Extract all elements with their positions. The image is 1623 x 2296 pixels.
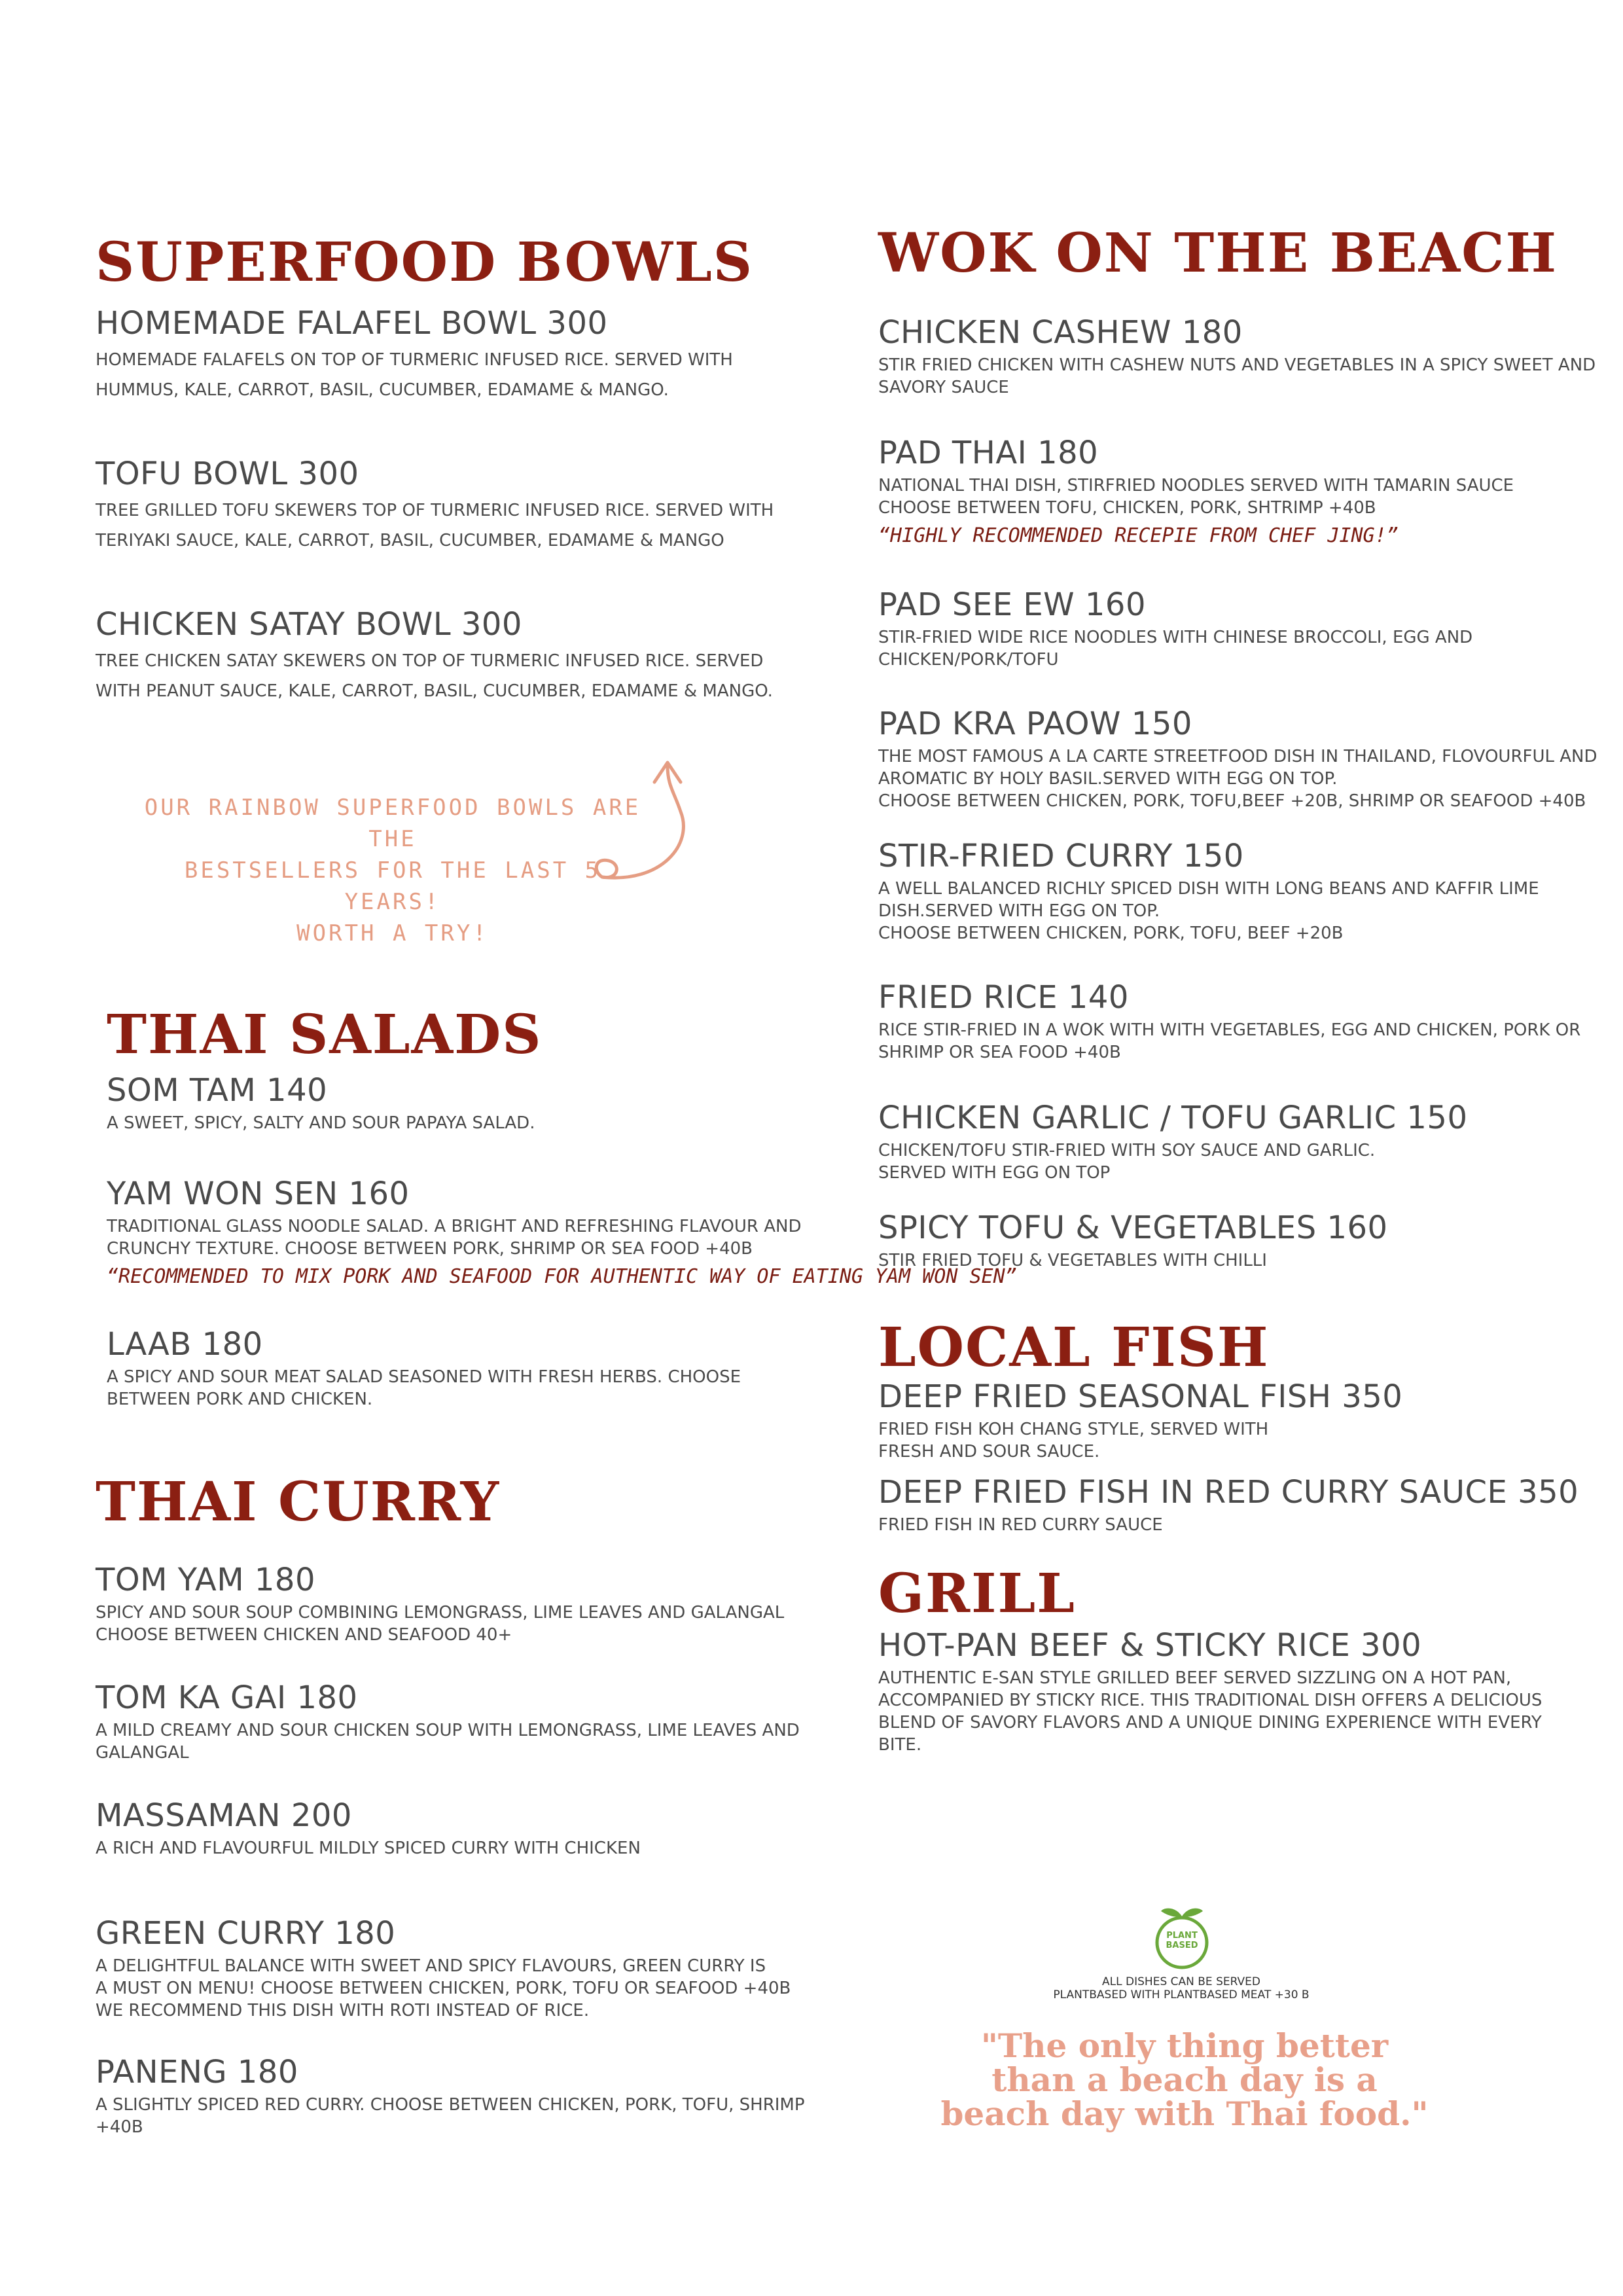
item-name: CHICKEN GARLIC / TOFU GARLIC 150 (878, 1100, 1468, 1136)
item-desc: TRADITIONAL GLASS NOODLE SALAD. A BRIGHT AND REFRESHING FLAVOUR AND CRUNCHY TEXTURE. CHOOSE BETWEEN PORK, SHRIMP OR SEA FOOD +40B (107, 1216, 802, 1259)
item-name: GREEN CURRY 180 (96, 1915, 396, 1952)
item-desc: NATIONAL THAI DISH, STIRFRIED NOODLES SERVED WITH TAMARIN SAUCE CHOOSE BETWEEN TOFU, CHICKEN, PORK, SHTRIMP +40B (878, 475, 1514, 518)
menu-item (107, 1327, 741, 1410)
item-note: “RECOMMENDED TO MIX PORK AND SEAFOOD FOR AUTHENTIC WAY OF EATING YAM WON SEN” (107, 1265, 1017, 1288)
item-note: “HIGHLY RECOMMENDED RECEPIE FROM CHEF JING!” (878, 524, 1399, 547)
plant-badge-top: PLANT (1166, 1931, 1198, 1941)
item-desc: A SPICY AND SOUR MEAT SALAD SEASONED WITH FRESH HERBS. CHOOSE BETWEEN PORK AND CHICKEN. (107, 1367, 741, 1409)
item-name: CHICKEN CASHEW 180 (878, 314, 1243, 351)
menu-item (878, 588, 1472, 671)
menu-item (96, 1916, 791, 2022)
item-desc: AUTHENTIC E-SAN STYLE GRILLED BEEF SERVED SIZZLING ON A HOT PAN, ACCOMPANIED BY STICKY RICE. THIS TRADITIONAL DISH OFFERS A DELICIOUS BLEND OF SAVORY FLAVORS AND A UNIQUE DINING EXPERIENCE WITH EVERY BITE. (878, 1668, 1543, 1755)
wok-on-the-beach-title: WOK ON THE BEACH (878, 222, 1558, 285)
item-desc: FRIED FISH KOH CHANG STYLE, SERVED WITH FRESH AND SOUR SAUCE. (878, 1419, 1269, 1462)
thai-salads-title: THAI SALADS (107, 1003, 543, 1066)
menu-item (96, 607, 773, 706)
menu-item (878, 1628, 1542, 1756)
plant-based-badge (1152, 1905, 1212, 1970)
item-name: FRIED RICE 140 (878, 979, 1129, 1016)
menu-item (96, 1563, 784, 1646)
local-fish-title: LOCAL FISH (878, 1316, 1270, 1379)
item-desc: STIR-FRIED WIDE RICE NOODLES WITH CHINESE BROCCOLI, EGG AND CHICKEN/PORK/TOFU (878, 627, 1473, 670)
item-name: HOT-PAN BEEF & STICKY RICE 300 (878, 1627, 1422, 1664)
item-name: SOM TAM 140 (107, 1072, 328, 1109)
item-name: CHICKEN SATAY BOWL 300 (96, 606, 522, 643)
item-desc: A MILD CREAMY AND SOUR CHICKEN SOUP WITH LEMONGRASS, LIME LEAVES AND GALANGAL (96, 1720, 800, 1763)
item-name: LAAB 180 (107, 1326, 263, 1363)
menu-item (96, 2055, 805, 2138)
menu-item (878, 1101, 1468, 1184)
item-name: TOM KA GAI 180 (96, 1679, 358, 1716)
menu-item (878, 315, 1596, 399)
item-desc: STIR FRIED CHICKEN WITH CASHEW NUTS AND VEGETABLES IN A SPICY SWEET AND SAVORY SAUCE (878, 355, 1596, 397)
thai-curry-title: THAI CURRY (96, 1471, 501, 1534)
curved-arrow-icon (582, 753, 726, 890)
item-name: DEEP FRIED SEASONAL FISH 350 (878, 1378, 1403, 1415)
item-desc: TREE CHICKEN SATAY SKEWERS ON TOP OF TURMERIC INFUSED RICE. SERVED WITH PEANUT SAUCE, KALE, CARROT, BASIL, CUCUMBER, EDAMAME & MANGO. (96, 651, 773, 701)
item-name: PAD THAI 180 (878, 435, 1099, 471)
menu-item (878, 707, 1597, 812)
item-desc: RICE STIR-FRIED IN A WOK WITH WITH VEGETABLES, EGG AND CHICKEN, PORK OR SHRIMP OR SEA FOOD +40B (878, 1020, 1581, 1062)
item-name: YAM WON SEN 160 (107, 1175, 410, 1212)
item-desc: A SWEET, SPICY, SALTY AND SOUR PAPAYA SALAD. (107, 1113, 535, 1133)
item-name: STIR-FRIED CURRY 150 (878, 838, 1244, 874)
item-desc: HOMEMADE FALAFELS ON TOP OF TURMERIC INFUSED RICE. SERVED WITH HUMMUS, KALE, CARROT, BASIL, CUCUMBER, EDAMAME & MANGO. (96, 350, 733, 400)
item-desc: A SLIGHTLY SPICED RED CURRY. CHOOSE BETWEEN CHICKEN, PORK, TOFU, SHRIMP +40B (96, 2094, 805, 2137)
beach-quote: "The only thing better than a beach day is a beach day with Thai food." (940, 2026, 1429, 2133)
menu-item (878, 1380, 1402, 1463)
menu-item (878, 1211, 1388, 1272)
item-desc: THE MOST FAMOUS A LA CARTE STREETFOOD DISH IN THAILAND, FLOVOURFUL AND AROMATIC BY HOLY BASIL.SERVED WITH EGG ON TOP. CHOOSE BETWEEN CHICKEN, PORK, TOFU,BEEF +20B, SHRIMP OR SEAFOOD +40B (878, 746, 1597, 811)
item-name: TOM YAM 180 (96, 1562, 315, 1598)
item-name: PAD KRA PAOW 150 (878, 706, 1192, 742)
item-desc: A WELL BALANCED RICHLY SPICED DISH WITH LONG BEANS AND KAFFIR LIME DISH.SERVED WITH EGG ON TOP. CHOOSE BETWEEN CHICKEN, PORK, TOFU, BEEF +20B (878, 878, 1539, 943)
item-name: DEEP FRIED FISH IN RED CURRY SAUCE 350 (878, 1474, 1579, 1511)
item-desc: FRIED FISH IN RED CURRY SAUCE (878, 1515, 1163, 1535)
item-name: MASSAMAN 200 (96, 1797, 352, 1834)
grill-title: GRILL (878, 1562, 1076, 1625)
item-desc: CHICKEN/TOFU STIR-FRIED WITH SOY SAUCE AND GARLIC. SERVED WITH EGG ON TOP (878, 1140, 1376, 1183)
menu-item (96, 1799, 641, 1859)
item-name: SPICY TOFU & VEGETABLES 160 (878, 1210, 1388, 1246)
menu-item (107, 1073, 535, 1134)
plant-badge-bottom: BASED (1166, 1941, 1198, 1950)
item-name: PANENG 180 (96, 2054, 298, 2090)
menu-item (96, 457, 774, 556)
item-name: PAD SEE EW 160 (878, 586, 1146, 623)
item-desc: TREE GRILLED TOFU SKEWERS TOP OF TURMERIC INFUSED RICE. SERVED WITH TERIYAKI SAUCE, KALE, CARROT, BASIL, CUCUMBER, EDAMAME & MANGO (96, 500, 774, 550)
item-desc: A RICH AND FLAVOURFUL MILDLY SPICED CURRY WITH CHICKEN (96, 1838, 641, 1858)
plant-based-note: ALL DISHES CAN BE SERVED PLANTBASED WITH PLANTBASED MEAT +30 B (1053, 1975, 1310, 2001)
menu-item (878, 980, 1580, 1064)
item-desc: STIR FRIED TOFU & VEGETABLES WITH CHILLI (878, 1250, 1267, 1270)
item-desc: A DELIGHTFUL BALANCE WITH SWEET AND SPICY FLAVOURS, GREEN CURRY IS A MUST ON MENU! CHOOSE BETWEEN CHICKEN, PORK, TOFU OR SEAFOOD +40B WE RECOMMEND THIS DISH WITH ROTI INSTEAD OF RICE. (96, 1956, 791, 2020)
menu-item (878, 436, 1514, 547)
item-name: HOMEMADE FALAFEL BOWL 300 (96, 305, 608, 342)
menu-item (878, 839, 1539, 944)
menu-item (878, 1475, 1578, 1536)
menu-item (96, 1681, 800, 1764)
superfood-bowls-title: SUPERFOOD BOWLS (96, 231, 753, 294)
item-desc: SPICY AND SOUR SOUP COMBINING LEMONGRASS, LIME LEAVES AND GALANGAL CHOOSE BETWEEN CHICKEN AND SEAFOOD 40+ (96, 1602, 785, 1645)
superfood-callout: OUR RAINBOW SUPERFOOD BOWLS ARE THE BESTSELLERS FOR THE LAST 5 YEARS! WORTH A TRY! (144, 795, 641, 946)
item-name: TOFU BOWL 300 (96, 456, 359, 492)
menu-item (96, 306, 733, 405)
